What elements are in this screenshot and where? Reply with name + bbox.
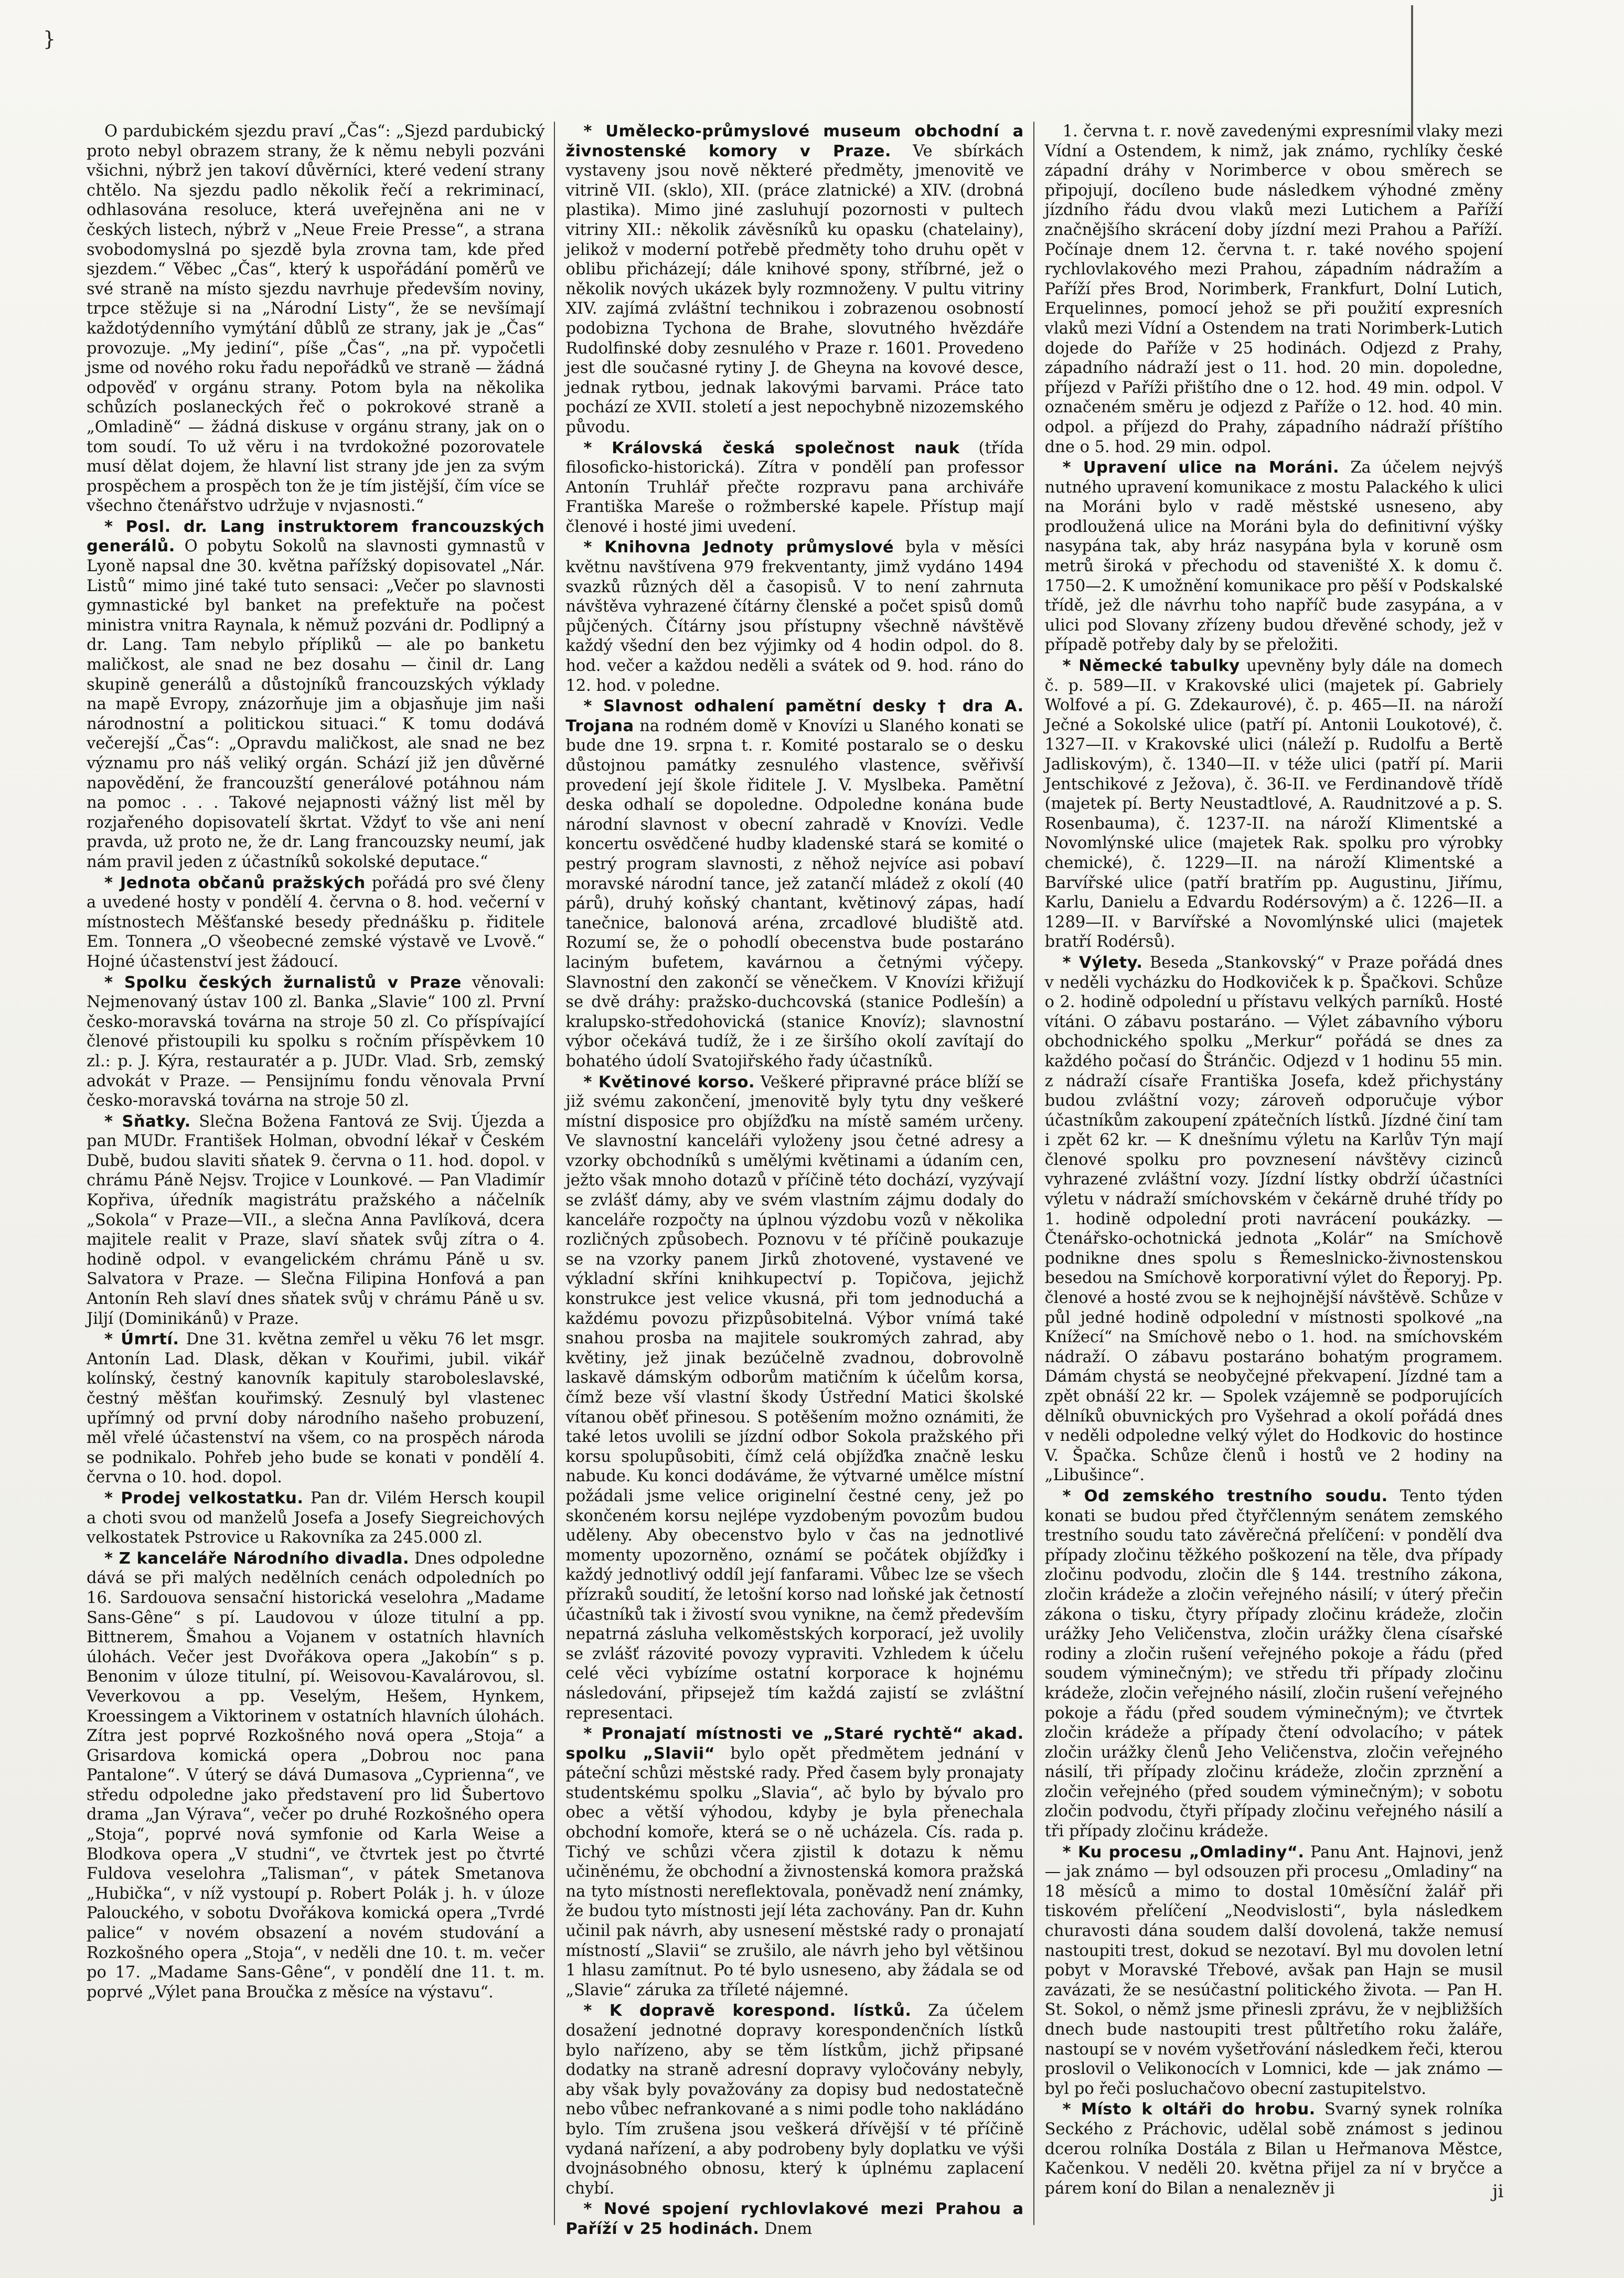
news-heading: * Německé tabulky [1062,657,1240,676]
news-body: Veškeré připravné práce blíží se již svému zakončení, jmenovitě byly tytu dny veškeré místní disposice pro objížďku na místě samém určeny. Ve slavnostní kanceláři vyloženy jsou četné adresy a vzorky obchodníků s umělými květinami a údaním cen, ježto však mnoho dotazů v příčině této dochází, vyzývají se zvlášť dámy, aby ve svém vlastním zájmu dodaly do kanceláře rozpočty na úplnou výzdobu vozů v několika rozličných způsobech. Poznovu v té příčině poukazuje se na vzorky panem Jirků zhotovené, vystavené ve výkladní skříni knihkupectví p. Topičova, jejichž konstrukce jest velice vkusná, při tom jednoduchá a každému povozu přizpůsobitelná. Výbor vnímá také snahou prosba na majitele soukromých zahrad, aby květiny, jež jinak bezúčelně zvadnou, dobrovolně laskavě dámským odborům matičním k účelům korsa, čímž beze vší vlastní škody Ústřední Matici školské vítanou oběť přinesou. S potěšením možno oznámiti, že také letos uvolili se jízdní odbor Sokola pražského při korsu spolupůsobiti, čímž celá objížďka značně lesku nabude. Ku konci dodáváme, že výtvarné umělce místní požádali jsme velice originelní čestné ceny, jež po skončeném korsu nejlépe vyzdobeným povozům budou uděleny. Aby obecenstvo bylo v čas na jednotlivé momenty upozorněno, oznámí se počátek objížďky i každý jednotlivý oddíl její fanfarami. Vůbec lze se všech přízraků soudití, že letošní korso nad loňské jak četností účastníků tak i živostí svou vynikne, na čemž především nepatrná zásluha velkoměstských korporací, jež uvolily se zvlášť rázovité povozy vypraviti. Vzhledem k účelu celé věci vybízíme ostatní korporace k hojnému následování, připsejež tím každá zajistí se zvláštní representaci. [565,1073,1024,1723]
news-body: Za účelem dosažení jednotné dopravy korespondenčních lístků bylo nařízeno, aby se těm lístkům, jichž připsané dodatky na straně adresní dopravy vyločovány nebyly, aby však byly považovány za dopisy bud nedostatečně nebo vůbec nefrankované a s nimi podle toho nakládáno bylo. Tím zrušena jsou veškerá dřívější v té příčině vydaná nařízení, a aby podrobeny byly doplatku ve výši dvojnásobného obnosu, který k úplnému zaplacení chybí. [565,2002,1024,2198]
news-body: Beseda „Stankovský“ v Praze pořádá dnes v neděli vycházku do Hodkoviček k p. Špačkovi. Schůze o 2. hodině odpolední u přístavu velkých parníků. Hosté vítáni. O zábavu postaráno. — Výlet zábavního výboru obchodnického spolku „Merkur“ pořádá se dnes za každého počasí do Štránčic. Odjezd v 1 hodinu 55 min. z nádraží císaře Františka Josefa, kdež přichystány budou zvláštní vozy; zároveň odporučuje výbor účastníkům zakoupení zpátečních lístků. Jízdné činí tam i zpět 62 kr. — K dnešnímu výletu na Karlův Týn mají členové spolku pro povznesení návštěvy cizinců vyhrazené zvláštní vozy. Jízdní lístky obdrží účastníci výletu v nádraží smíchovském v čekárně druhé třídy po 1. hodině odpolední proti navrácení poukázky. — Čtenářsko-ochotnická jednota „Kolár“ na Smíchově podnikne dnes spolu s Řemeslnicko-živnostenskou besedou na Smíchově korporativní výlet do Řeporyj. Pp. členové a hosté zvou se k nejhojnější návštěvě. Schůze v půl jedné hodině odpolední v místnosti spolkové „na Knížecí“ na Smíchově nebo o 1. hod. na smíchovském nádraží. O zábavu postaráno bohatým programem. Dámám chystá se neobyčejné překvapení. Jízdné tam a zpět obnáší 22 kr. — Spolek vzájemně se podporujících dělníků obuvnických pro Vyšehrad a okolí pořádá dnes v neděli odpoledne velký výlet do Hodkovic do hostince V. Špačka. Schůze členů i hostů ve 2 hodiny na „Libušince“. [1044,953,1503,1485]
news-heading: * Úmrtí. [104,1330,179,1349]
news-item [87,873,544,972]
news-heading: * K dopravě korespond. lístků. [583,2002,912,2020]
column-3 [1045,122,1503,2225]
news-body: Slečna Božena Fantová ze Svij. Újezda a pan MUDr. František Holman, obvodní lékař v Českém Dubě, budou slaviti sňatek 9. června o 11. hod. dopol. v chrámu Páně Nejsv. Trojice v Lounkové. — Pan Vladimír Kopřiva, úředník magistrátu pražského a náčelník „Sokola“ v Praze—VII., a slečna Anna Pavlíková, dcera majitele realit v Praze, slaví sňatek svůj zítra o 4. hodině odpol. v evangelickém chrámu Páně u sv. Salvatora v Praze. — Slečna Filipina Honfová a pan Antonín Reh slaví dnes sňatek svůj v chrámu Páně u sv. Jiljí (Dominikánů) v Praze. [87,1112,545,1328]
news-heading: * Spolku českých žurnalistů v Praze [104,973,462,992]
article-columns [87,122,1503,2238]
news-body: bylo opět předmětem jednání v páteční schůzi městské rady. Před časem byly pronajaty studentskému spolku „Slavia“, ač bylo by bývalo pro obec a větší výhodou, kdyby je byla přenechala obchodní komoře, která se o ně ucházela. Cís. rada p. Tichý ve schůzi včera zjistil k dotazu k němu učiněnému, že obchodní a živnostenská komora pražská na tyto místnosti nereflektovala, poněvadž není známky, že budou tyto místnosti její léta zachovány. Pan dr. Kuhn učinil pak návrh, aby usnesení městské rady o pronajatí místností „Slavii“ se zrušilo, ale návrh jeho byl většinou 1 hlasu zamítnut. Po té bylo usneseno, aby žádala se od „Slavie“ záruka za tříleté nájemné. [565,1744,1024,1999]
news-heading: * Z kanceláře Národního divadla. [104,1549,410,1568]
news-body: (třída filosoficko-historická). Zítra v pondělí pan professor Antonín Truhlář přečte rozpravu pana archiváře Františka Mareše o rožmberské kapele. Přístup mají členové i hosté jimi uvedení. [565,439,1024,536]
news-heading: * Květinové korso. [583,1073,755,1092]
news-heading: * Pronajatí místnosti ve „Staré rychtě“ akad. spolku „Slavii“ [565,1725,1024,1763]
column-2 [565,122,1024,2238]
news-item [565,1724,1023,2000]
news-item [87,517,544,872]
news-text [87,122,544,516]
scan-fold-line [1411,5,1413,136]
news-heading: * Sňatky. [104,1112,191,1131]
news-body: Dnem [759,2219,813,2238]
news-item [565,2001,1023,2198]
news-body: Ve sbírkách vystaveny jsou nově některé předměty, jmenovitě ve vitrině VII. (sklo), XII. (práce zlatnické) a XIV. (drobná plastika). Mimo jiné zasluhují pozornosti v pultech vitriny XII.: několik závěsníků ku opasku (chatelainy), jelikož v moderní potřebě předměty toho druhu opět v oblibu přicházejí; dále knihové spony, stříbrné, jež o několik nových ukázek byly rozmnoženy. V pultu vitriny XIV. zajímá zvláštní technikou i zobrazenou osobností podobizna Tychona de Brahe, slovutného hvězdáře Rudolfinské doby zesnulého v Praze r. 1601. Provedeno jest dle současné rytiny J. de Gheyna na kovové desce, jednak rytbou, jednak lakovými barvami. Práce tato pochází ze XVII. století a jest nepochybně nizozemského původu. [565,142,1024,436]
news-heading: * Královská česká společnost nauk [583,439,960,457]
news-heading: * Knihovna Jednoty průmyslové [583,538,894,557]
news-item [87,973,544,1111]
news-heading: * Nové spojení rychlovlakové mezi Prahou a Paříží v 25 hodinách. [565,2200,1024,2238]
news-body: Dne 31. května zemřel u věku 76 let msgr. Antonín Lad. Dlask, děkan v Kouřimi, jubil. vikář kolínský, čestný kanovník kapituly staroboleslavské, čestný měšťan kouřimský. Zesnulý byl vlastenec upřímný od první doby národního našeho probuzení, měl vřelé účastenství na všem, co na prospěch národa se podnikalo. Pohřeb jeho bude se konati v pondělí 4. června o 10. hod. dopol. [87,1330,545,1487]
news-heading: * Upravení ulice na Moráni. [1062,458,1340,477]
news-heading: * Prodej velkostatku. [104,1489,304,1507]
news-body: na rodném domě v Knovízi u Slaného konati se bude dne 19. srpna t. r. Komité postaralo se o desku důstojnou památky zesnulého vlastence, svěřivší provedení její škole řiditele J. V. Myslbeka. Pamětní deska odhalí se dopoledne. Odpoledne konána bude národní slavnost v obecní zahradě v Knovízi. Vedle koncertu osvědčené hudby kladenské stará se komité o pestrý program slavnosti, z něhož nejvíce asi pobaví moravské národní tance, jež zatančí mládež z okolí (40 párů), druhý koňský chantant, květinový zápas, hadí tanečnice, balonová aréna, zrcadlové bludiště atd. Rozumí se, že o pohodlí obecenstva bude postaráno laciným bufetem, kavárnou a četnými výčepy. Slavnostní den zakončí se věnečkem. V Knovízi křižují se dvě dráhy: pražsko-duchcovská (stanice Podlešín) a kralupsko-středohovická (stanice Knovíz); slavnostní výbor očekává tudíž, že i ze širšího okolí zavítají do bohatého údolí Svatojiřského řady účastníků. [565,716,1024,1071]
news-heading: * Ku procesu „Omladiny“. [1062,1843,1305,1862]
page-corner-mark: ji [1492,2181,1504,2202]
news-heading: * Výlety. [1062,953,1143,972]
news-body: Dnes odpoledne dává se při malých nedělních cenách odpoledních po 16. Sardouova sensační historická veselohra „Madame Sans-Gêne“ s pí. Laudovou v úloze titulní a pp. Bittnerem, Šmahou a Vojanem v ostatních hlavních úlohách. Večer jest Dvořákova opera „Jakobín“ s p. Benonim v úloze titulní, pí. Weisovou-Kavalárovou, sl. Veverkovou a pp. Veselým, Hešem, Hynkem, Kroessingem a Viktorinem v ostatních hlavních úlohách. Zítra jest poprvé Rozkošného nová opera „Stoja“ a Grisardova komická opera „Dobrou noc pana Pantalone“. V úterý se dává Dumasova „Cyprienna“, ve středu odpoledne jako představení pro lid Šubertovo drama „Jan Výrava“, večer po druhé Rozkošného opera „Stoja“, poprvé nová symfonie od Karla Weise a Blodkova opera „V studni“, ve čtvrtek jest po čtvrté Fuldova veselohra „Talisman“, v pátek Smetanova „Hubička“, v níž vystoupí p. Robert Polák j. h. v úloze Palouckého, v sobotu Dvořákova komická opera „Tvrdé palice“ v novém obsazení a novém studování a Rozkošného opera „Stoja“, v neděli dne 10. t. m. večer po 17. „Madame Sans-Gêne“, v pondělí dne 11. t. m. poprvé „Výlet pana Broučka z měsíce na výstavu“. [87,1549,545,2002]
news-body: byla v měsíci květnu navštívena 979 frekventanty, jimž vydáno 1494 svazků různých děl a časopisů. V to není zahrnuta návštěva vyhrazené čítárny členské a počet spisů domů půjčených. Čítárny jsou přístupny všechně návštěvě každý všední den bez výjimky od 4 hodin odpol. do 8. hod. večer a každou neděli a svátek od 9. hod. ráno do 12. hod. v poledne. [565,538,1024,695]
news-item [87,1549,544,2003]
news-heading: * Jednota občanů pražských [104,873,366,892]
news-item [565,122,1023,437]
news-heading: * Umělecko-průmyslové museum obchodní a živnostenské komory v Praze. [565,122,1024,161]
news-body: upevněny byly dále na domech č. p. 589—II. v Krakovské ulici (majetek pí. Gabriely Wolfové a pí. G. Zdekaurové), č. p. 465—II. na nároží Ječné a Sokolské ulice (patří pí. Antonii Loukotové), č. 1327—II. v Krakovské ulici (náleží p. Rudolfu a Bertě Jadliskovým), č. 1340—II. v téže ulici (patří pí. Marii Jentschikové z Ježova), č. 36-II. ve Ferdinandově třídě (majetek pí. Berty Neustadtlové, A. Raudnitzové a p. S. Rosenbauma), č. 1237-II. na nároží Klimentské a Novomlýnské ulice (majetek Rak. spolku pro výrobky chemické), č. 1229—II. na nároží Klimentské a Barvířské ulice (patří bratřím pp. Augustinu, Jiřímu, Karlu, Danielu a Edvardu Rodérsovým) a č. 1226—II. a 1289—II. v Barvířské a Novomlýnské ulici (majetek bratří Rodérsů). [1044,657,1503,951]
news-item [1045,458,1503,655]
news-item [87,1489,544,1548]
news-body: 1. června t. r. nově zavedenými expresními vlaky mezi Vídní a Ostendem, k nimž, jak známo, rychlíky české západní dráhy v Norimberce v obou směrech se připojují, docíleno bude následkem výhodné změny jízdního řádu dvou vlaků mezi Lutichem a Paříží značnějšího skrácení doby jízdní mezi Prahou a Paříží. Počínaje dnem 12. června t. r. také nového spojení rychlovlakového mezi Prahou, západním nádražím a Paříží přes Brod, Norimberk, Frankfurt, Dolní Lutich, Erquelinnes, pomocí jehož se při použití expresních vlaků mezi Vídní a Ostendem na trati Norimberk-Lutich dojede do Paříže v 25 hodinách. Odjezd z Prahy, západního nádraží jest o 11. hod. 20 min. dopoledne, příjezd v Paříži přištího dne o 12. hod. 49 min. odpol. V označeném směru je odjezd z Paříže o 12. hod. 40 min. odpol. a příjezd do Prahy, západního nádraží příštího dne o 5. hod. 29 min. odpol. [1044,122,1503,456]
news-item [565,538,1023,696]
news-heading: * Posl. dr. Lang instruktorem francouzských generálů. [87,517,545,556]
news-heading: * Slavnost odhalení pamětní desky † dra A. Trojana [565,697,1024,735]
news-item [87,1330,544,1488]
news-text [1045,122,1503,457]
news-body: Svarný synek rolníka Seckého z Práchovic, udělal sobě známost s jedinou dcerou rolníka Dostála z Bilan u Heřmanova Městce, Kačenkou. V neděli 20. května přijel za ní v bryčce a párem koní do Bilan a nenalezněv ji [1044,2100,1503,2198]
column-1 [87,122,544,2225]
news-item [1045,1486,1503,1842]
news-item [1045,953,1503,1485]
news-heading: * Místo k oltáři do hrobu. [1062,2100,1316,2119]
news-item [1045,1843,1503,2099]
news-item [565,2199,1023,2239]
news-body: Pan dr. Vilém Hersch koupil a choti svou od manželů Josefa a Josefy Siegreichových velkostatek Pstrovice u Rakovníka za 245.000 zl. [87,1489,545,1547]
news-item [1045,2100,1503,2198]
news-item [565,1073,1023,1724]
scan-edge-mark: } [43,27,56,50]
news-item [565,697,1023,1071]
news-body: Za účelem nejvýš nutného upravení komunikace z mostu Palackého k ulici na Moráni bylo v radě městské usneseno, aby prodloužená ulice na Moráni byla do definitivní výšky nasypána tak, aby hráz nasypána byla v koruně osm metrů široká v přechodu od staveništé X. k domu č. 1750—2. K umožnění komunikace pro pěší v Podskalské třídě, jež dle návrhu toho napříč bude zasypána, a v ulici pod Slovany zřízeny budou dřevěné schody, jež v případě potřeby daly by se přeložiti. [1044,458,1503,655]
news-body: O pobytu Sokolů na slavnosti gymnastů v Lyoně napsal dne 30. května pařížský dopisovatel „Nár. Listů“ mimo jiné také tuto sensaci: „Večer po slavnosti gymnastické byl banket na prefektuře na počest ministra vnitra Raynala, k němuž pozváni dr. Podlipný a dr. Lang. Tam nebylo přípliků — ale po banketu maličkost, ale snad ne bez dosahu — činil dr. Lang skupině generálů a důstojníků francouzských výklady na mapě Evropy, znázorňuje jim a objasňuje jim naši národnostní a politickou situaci.“ K tomu dodává večerejší „Čas“: „Opravdu maličkost, ale snad ne bez významu pro náš veliký orgán. Schází již jen důvěrné napovědění, že francouzští generálové potáhnou nám na pomoc . . . Takové nejapnosti vážný list měl by rozjařeného dopisovatelí škrtat. Vždyť to vše ani není pravda, už proto ne, že dr. Lang francouzsky neumí, jak nám pravil jeden z účastníků sokolské deputace.“ [87,537,545,871]
news-body: O pardubickém sjezdu praví „Čas“: „Sjezd pardubický proto nebyl obrazem strany, že k němu nebyli pozváni všichni, nýbrž jen takoví důvěrníci, které vedení strany chtělo. Na sjezdu padlo několik řečí a rekriminací, odhlasována resoluce, která uveřejněna ani ne v českých listech, nýbrž v „Neue Freie Presse“, a strana svobodomyslná po sjezdě byla zrovna tam, kde před sjezdem.“ Věbec „Čas“, který k uspořádání poměrů ve své straně na místo sjezdu navrhuje především noviny, trpce stěžuje si na „Národní Listy“, že se nevšímají každotýdenního vymýtání důblů ze strany, jak je „Čas“ provozuje. „My jediní“, píše „Čas“, „na př. vypočetli jsme od nového roku řadu nepořádků ve straně — žádná odpověď v orgánu strany. Potom byla na několika schůzích poslaneckých řeč o pokrokové straně a „Omladině“ — žádná diskuse v orgánu strany, jak on o tom soudí. To už věru i na tvrdokožné pozorovatele musí dělat dojem, že hlavní list strany jde jen za svým prospěchem a prospěch ton že je tím jistější, čím více se všechno čtenářstvo udržuje v nvjasnosti.“ [87,122,545,516]
news-item [565,439,1023,537]
news-body: Tento týden konati se budou před čtyřčlenným senátem zemského trestního soudu tato závěrečná přelíčení: v pondělí dva případy zločinu těžkého poškození na těle, dva případy zločinu podvodu, zločin dle § 144. trestního zákona, zločin krádeže a zločin veřejného násilí; v úterý přečin zákona o tisku, čtyry případy zločinu krádeže, zločin urážky Jeho Veličenstva, zločin urážky člena císařské rodiny a zločin rušení veřejného pokoje a řádu (před soudem výminečným); ve středu tři případy zločinu krádeže, zločin veřejného násilí, zločin rušení veřejného pokoje a řádu (před soudem výminečným); ve čtvrtek zločin krádeže a případy čtení odvolacího; v pátek zločin urážky členů Jeho Veličenstva, zločin veřejného násilí, tři případy zločinu krádeže, zločin zprznění a zločin veřejného (před soudem výminečným); v sobotu zločin podvodu, čtyři případy zločinu veřejného násilí a tři případy zločinu krádeže. [1044,1486,1503,1841]
news-heading: * Od zemského trestního soudu. [1062,1486,1388,1505]
news-body: Panu Ant. Hajnovi, jenž — jak známo — byl odsouzen při procesu „Omladiny“ na 18 měsíců a mimo to dostal 10měsíční žalář při tiskovém přelíčení „Neodvislosti“, byla následkem churavosti dána soudem další dovolená, takže nemusí nastoupiti trest, dokud se nezotaví. Byl mu dovolen letní pobyt v Moravské Třebové, avšak pan Hajn se musil zavázati, že se nesúčastní politického života. — Pan H. St. Sokol, o němž jsme přinesli zprávu, že v nejbližších dnech bude nastoupiti trest půltřetího roku žaláře, nastoupí se v novém vyšetřování následkem řeči, kterou proslovil o Velikonocích v Lomnici, kde — jak známo — byl po řeči posluchačovo obecní zastupitelstvo. [1044,1843,1503,2098]
news-body: pořádá pro své členy a uvedené hosty v pondělí 4. června o 8. hod. večerní v místnostech Měšťanské besedy přednášku p. řiditele Em. Tonnera „O všeobecné zemské výstavě ve Lvově.“ Hojné účastenství jest žádoucí. [87,873,545,971]
news-body: věnovali: Nejmenovaný ústav 100 zl. Banka „Slavie“ 100 zl. První česko-moravská továrna na stroje 50 zl. Co příspívající členové přistoupili ku spolku s ročním příspěvkem 10 zl.: p. J. Kýra, restauratér a p. JUDr. Vlad. Srb, zemský advokát v Praze. — Pensijnímu fondu věnovala První česko-moravská továrna na stroje 50 zl. [87,973,545,1110]
news-item [1045,656,1503,952]
news-item [87,1112,544,1329]
